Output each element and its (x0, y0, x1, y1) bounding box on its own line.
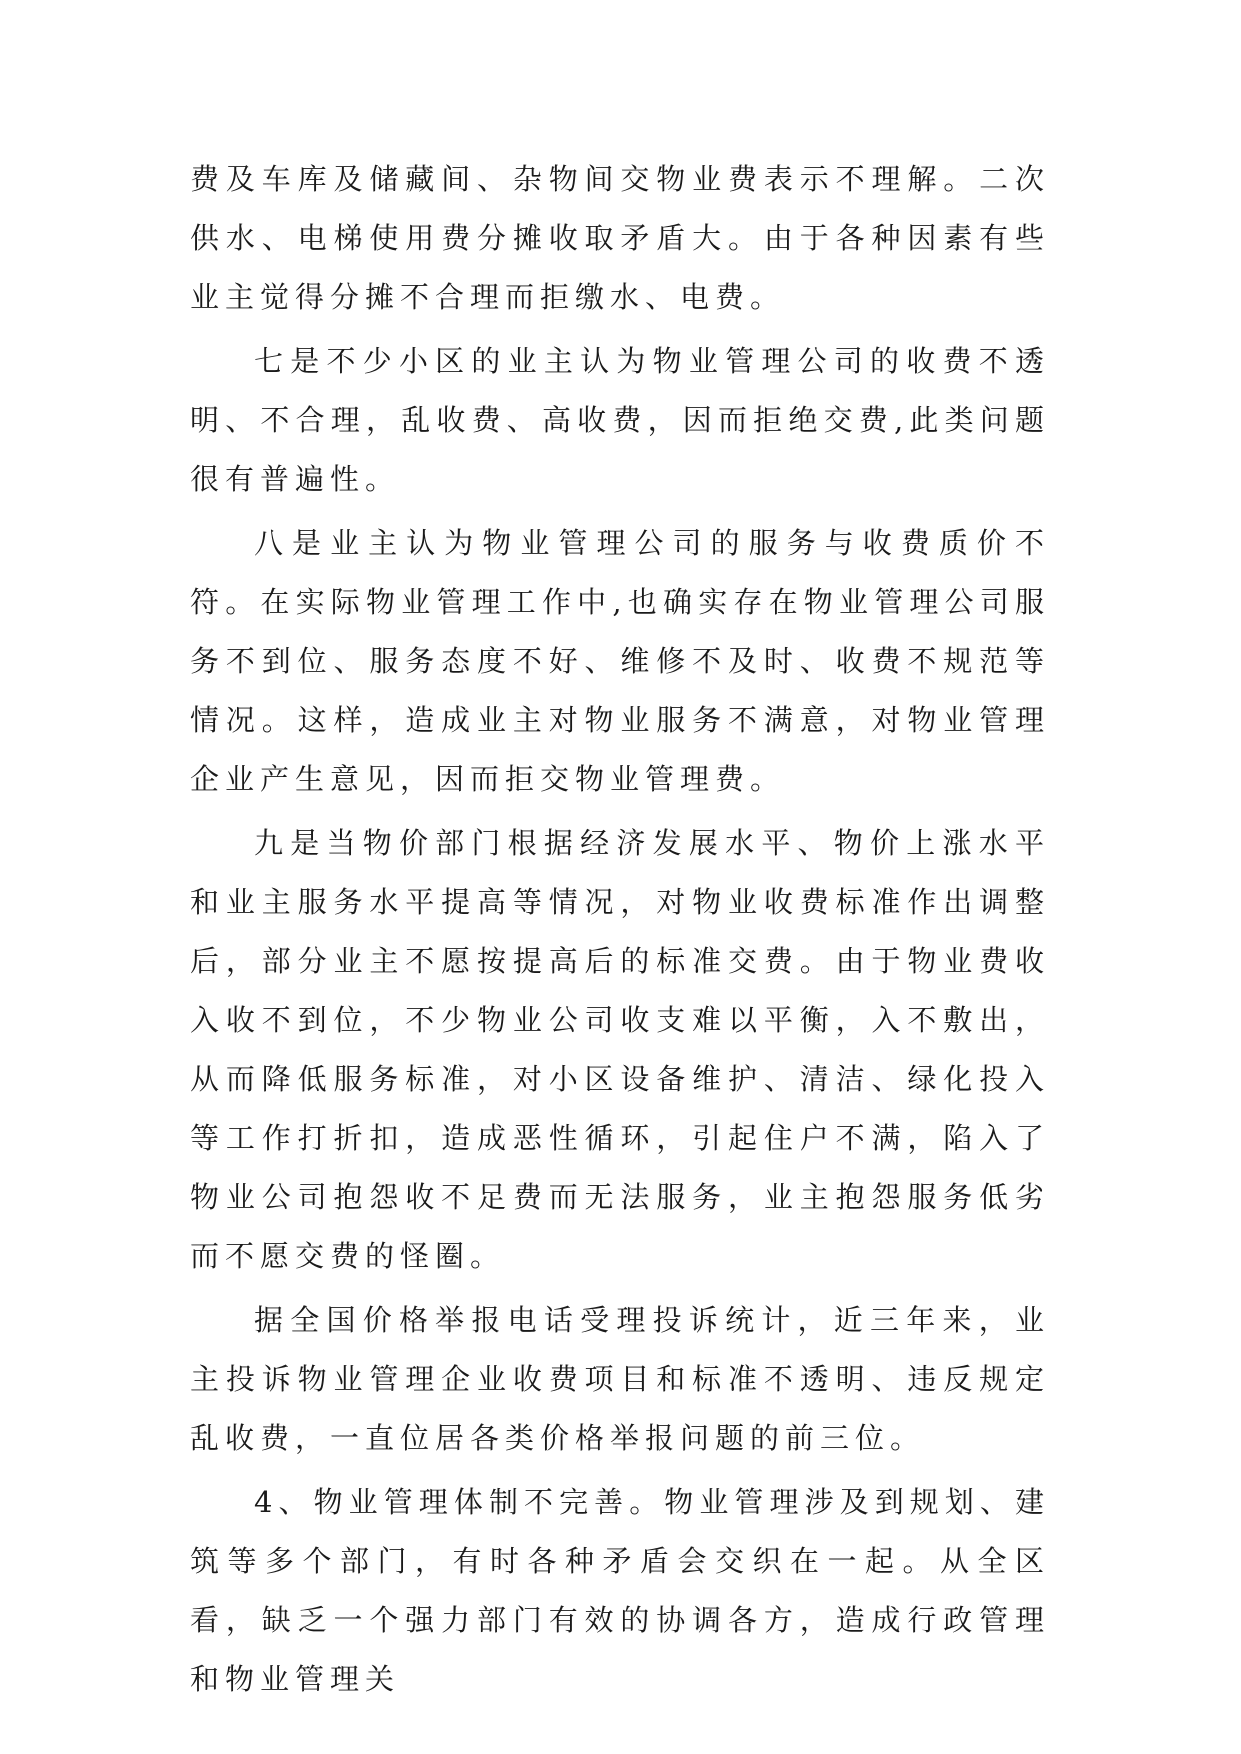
paragraph-continuation: 费及车库及储藏间、杂物间交物业费表示不理解。二次供水、电梯使用费分摊收取矛盾大。由于各种因素有些业主觉得分摊不合理而拒缴水、电费。 (190, 162, 1050, 314)
paragraph-complaint-statistics: 据全国价格举报电话受理投诉统计，近三年来，业主投诉物业管理企业收费项目和标准不透明、违反规定乱收费，一直位居各类价格举报问题的前三位。 (190, 1303, 1050, 1455)
document-page (190, 150, 1050, 1714)
paragraph-point-nine: 九是当物价部门根据经济发展水平、物价上涨水平和业主服务水平提高等情况，对物业收费标准作出调整后，部分业主不愿按提高后的标准交费。由于物业费收入收不到位，不少物业公司收支难以平衡，入不敷出，从而降低服务标准，对小区设备维护、清洁、绿化投入等工作打折扣，造成恶性循环，引起住户不满，陷入了物业公司抱怨收不足费而无法服务，业主抱怨服务低劣而不愿交费的怪圈。 (190, 826, 1050, 1273)
paragraph-section-four: 4、物业管理体制不完善。物业管理涉及到规划、建筑等多个部门，有时各种矛盾会交织在一起。从全区看，缺乏一个强力部门有效的协调各方，造成行政管理和物业管理关 (190, 1485, 1050, 1696)
paragraph-point-eight: 八是业主认为物业管理公司的服务与收费质价不符。在实际物业管理工作中,也确实存在物业管理公司服务不到位、服务态度不好、维修不及时、收费不规范等情况。这样，造成业主对物业服务不满意，对物业管理企业产生意见，因而拒交物业管理费。 (190, 526, 1050, 796)
paragraph-point-seven: 七是不少小区的业主认为物业管理公司的收费不透明、不合理，乱收费、高收费，因而拒绝交费,此类问题很有普遍性。 (190, 344, 1050, 496)
